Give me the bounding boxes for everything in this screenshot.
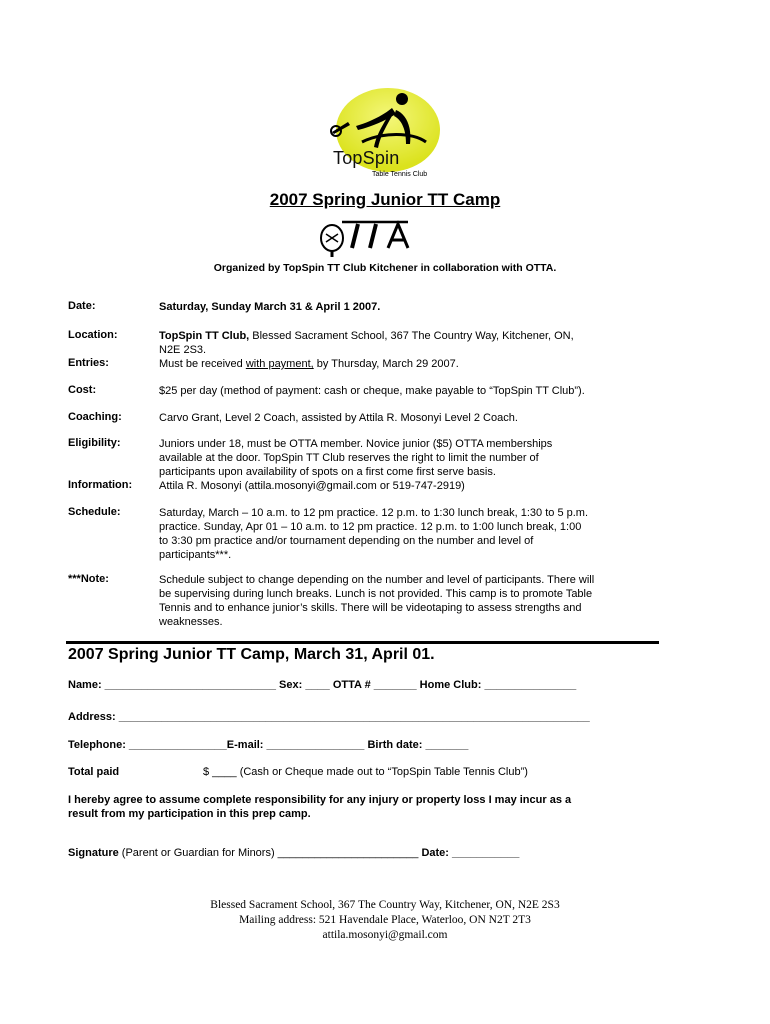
information-value: Attila R. Mosonyi (attila.mosonyi@gmail.com or 519-747-2919) xyxy=(159,480,465,492)
telephone-field-line[interactable]: Telephone: ________________E-mail: ________________ Birth date: _______ xyxy=(68,739,469,751)
agreement-line: I hereby agree to assume complete responsibility for any injury or property loss I may incur as a xyxy=(68,794,572,806)
note-line: Schedule subject to change depending on the number and level of participants. There will xyxy=(159,574,595,586)
organized-by-text: Organized by TopSpin TT Club Kitchener in collaboration with OTTA. xyxy=(213,262,557,274)
eligibility-line: Juniors under 18, must be OTTA member. Novice junior ($5) OTTA memberships xyxy=(159,438,553,450)
eligibility-value xyxy=(159,437,669,479)
agreement-text xyxy=(68,793,668,821)
schedule-value xyxy=(159,506,669,562)
note-line: Tennis and to enhance junior’s skills. There will be videotaping to assess strengths and xyxy=(159,602,582,614)
location-label: Location: xyxy=(68,329,118,341)
information-label: Information: xyxy=(68,479,133,491)
entries-value xyxy=(159,357,669,371)
eligibility-line: available at the door. TopSpin TT Club reserves the right to limit the number of xyxy=(159,452,539,464)
otta-logo xyxy=(318,214,410,258)
schedule-label: Schedule: xyxy=(68,506,121,518)
logo-subtitle: Table Tennis Club xyxy=(372,171,428,178)
location-address: Blessed Sacrament School, 367 The Country Way, Kitchener, ON, xyxy=(249,330,574,342)
note-value xyxy=(159,573,669,629)
entries-post: by Thursday, March 29 2007. xyxy=(313,358,459,370)
footer-email: attila.mosonyi@gmail.com xyxy=(322,929,448,941)
page-title: 2007 Spring Junior TT Camp xyxy=(269,190,501,209)
otta-logo-icon xyxy=(318,214,410,258)
schedule-line: practice. Sunday, Apr 01 – 10 a.m. to 12 pm practice. 12 p.m. to 1:00 lunch break, 1:00 xyxy=(159,521,582,533)
date-label: Date: xyxy=(68,300,96,312)
entries-pre: Must be received xyxy=(159,358,246,370)
signature-label: Signature xyxy=(68,847,119,859)
coaching-value: Carvo Grant, Level 2 Coach, assisted by Attila R. Mosonyi Level 2 Coach. xyxy=(159,412,518,424)
schedule-line: Saturday, March – 10 a.m. to 12 pm practice. 12 p.m. to 1:30 lunch break, 1:30 to 5 p.m. xyxy=(159,507,589,519)
total-paid-label: Total paid xyxy=(68,766,120,778)
form-title: 2007 Spring Junior TT Camp, March 31, April 01. xyxy=(68,646,435,663)
note-line: be supervising during lunch breaks. Lunch is not provided. This camp is to promote Table xyxy=(159,588,593,600)
entries-label: Entries: xyxy=(68,357,109,369)
footer-line: Blessed Sacrament School, 367 The Country Way, Kitchener, ON, N2E 2S3 xyxy=(210,899,560,911)
cost-label: Cost: xyxy=(68,384,97,396)
eligibility-label: Eligibility: xyxy=(68,437,121,449)
signature-line[interactable] xyxy=(68,847,519,859)
logo-name: TopSpin xyxy=(333,148,400,168)
coaching-label: Coaching: xyxy=(68,411,122,423)
agreement-line: result from my participation in this prep camp. xyxy=(68,808,311,820)
location-club-name: TopSpin TT Club, xyxy=(159,330,250,342)
address-field-line[interactable]: Address: _____________________________________________________________________________ xyxy=(68,711,590,723)
footer-address xyxy=(0,898,770,943)
total-paid-field[interactable]: $ ____ (Cash or Cheque made out to “TopSpin Table Tennis Club”) xyxy=(203,766,528,778)
signature-date: Date: ___________ xyxy=(421,847,520,859)
name-field-line[interactable]: Name: ____________________________ Sex: ____ OTTA # _______ Home Club: _______________ xyxy=(68,679,577,691)
signature-note: (Parent or Guardian for Minors) _______________________ xyxy=(118,847,422,859)
location-value xyxy=(159,329,669,357)
schedule-line: participants***. xyxy=(159,549,232,561)
date-value: Saturday, Sunday March 31 & April 1 2007. xyxy=(159,301,381,313)
entries-underlined: with payment, xyxy=(245,358,314,370)
location-postal: N2E 2S3. xyxy=(159,344,207,356)
note-line: weaknesses. xyxy=(159,616,223,628)
cost-value: $25 per day (method of payment: cash or cheque, make payable to “TopSpin TT Club”). xyxy=(159,385,585,397)
section-divider xyxy=(66,641,659,644)
note-label: ***Note: xyxy=(68,573,109,585)
footer-line: Mailing address: 521 Havendale Place, Waterloo, ON N2T 2T3 xyxy=(239,914,531,926)
eligibility-line: participants upon availability of spots on a first come first serve basis. xyxy=(159,466,496,478)
schedule-line: to 3:30 pm practice and/or tournament depending on the number and level of xyxy=(159,535,534,547)
